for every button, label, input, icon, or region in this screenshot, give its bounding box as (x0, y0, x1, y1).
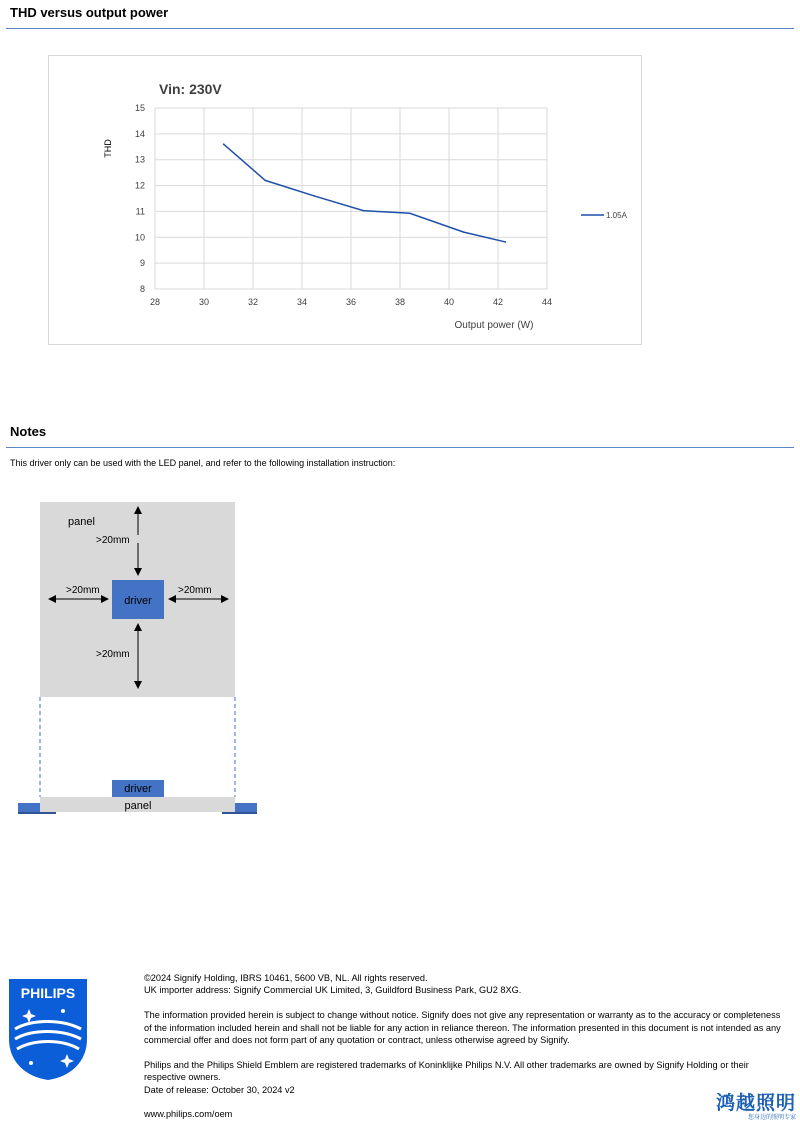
driver-label-top: driver (124, 595, 152, 607)
gap-right-label: >20mm (178, 585, 212, 596)
x-tick-label: 28 (149, 297, 161, 307)
dealer-tagline: 您身边的照明专家 (747, 1114, 796, 1121)
y-tick-label: 8 (139, 284, 145, 294)
uk-importer-text: UK importer address: Signify Commercial UK Limited, 3, Guildford Business Park, GU2 8XG. (144, 985, 522, 996)
gap-left-label: >20mm (66, 585, 100, 596)
philips-shield-logo (7, 977, 89, 1081)
legend-label: 1.05A (606, 211, 627, 220)
gap-top-label: >20mm (96, 535, 130, 546)
release-date-text: Date of release: October 30, 2024 v2 (144, 1084, 295, 1095)
disclaimer-text: The information provided herein is subject to change without notice. Signify does not give any representation or warranty as to the accuracy or completeness of the information included herein and shall not be liable for any action in reliance thereon. The information presented in this document is not intended as any commercial offer and does not form part of any quotation or contract, unless otherwise agreed by Signify. (144, 1010, 781, 1046)
data-point (362, 210, 364, 212)
thd-chart (49, 56, 641, 344)
y-tick-label: 9 (139, 258, 145, 269)
x-tick-label: 36 (345, 297, 357, 307)
trademarks-text: Philips and the Philips Shield Emblem are registered trademarks of Koninklijke Philips N.V. All other trademarks are owned by Signify Holding or their respective owners. (144, 1059, 749, 1083)
y-tick-label: 13 (134, 154, 145, 165)
x-tick-label: 42 (492, 297, 504, 307)
data-point (505, 241, 507, 243)
installation-diagram (0, 495, 270, 825)
data-point (223, 143, 225, 145)
y-axis-label: THD (103, 139, 113, 158)
thd-section-rule (6, 28, 794, 29)
series-line-1.05A (224, 144, 506, 242)
data-point (463, 231, 465, 233)
y-tick-label: 14 (134, 128, 145, 139)
x-tick-label: 38 (394, 297, 406, 307)
x-tick-label: 40 (443, 297, 455, 307)
chart-series (223, 143, 506, 242)
dealer-name: 鸿越照明 (715, 1092, 796, 1114)
footer-legal (144, 972, 789, 1121)
gap-bottom-label: >20mm (96, 649, 130, 660)
x-tick-label: 32 (247, 297, 259, 307)
philips-wordmark: PHILIPS (20, 985, 76, 1001)
x-axis-label: Output power (W) (454, 320, 534, 331)
data-point (313, 195, 315, 197)
panel-label-top: panel (68, 516, 95, 528)
notes-section-title: Notes (10, 424, 47, 439)
y-tick-label: 10 (134, 232, 145, 243)
copyright-text: ©2024 Signify Holding, IBRS 10461, 5600 VB, NL. All rights reserved. (144, 973, 428, 983)
chart-grid (155, 108, 547, 289)
thd-chart-frame (48, 55, 642, 345)
chart-title: Vin: 230V (159, 81, 222, 97)
dealer-watermark (700, 1093, 796, 1122)
y-tick-label: 11 (135, 206, 145, 217)
x-tick-label: 44 (541, 297, 553, 307)
thd-section-title: THD versus output power (10, 5, 169, 20)
driver-label-side: driver (124, 783, 152, 795)
y-tick-label: 12 (134, 180, 145, 191)
data-point (264, 180, 266, 182)
mount-clip-right (235, 803, 257, 813)
website-link[interactable]: www.philips.com/oem (144, 1109, 233, 1120)
chart-legend (581, 211, 628, 220)
x-tick-label: 30 (198, 297, 210, 307)
y-tick-label: 15 (134, 103, 145, 113)
notes-section-rule (6, 447, 794, 448)
mount-clip-left (18, 803, 40, 813)
data-point (409, 212, 411, 214)
panel-label-side: panel (124, 800, 152, 812)
notes-text: This driver only can be used with the LED panel, and refer to the following installation instruction: (10, 458, 396, 468)
x-tick-label: 34 (296, 297, 308, 307)
